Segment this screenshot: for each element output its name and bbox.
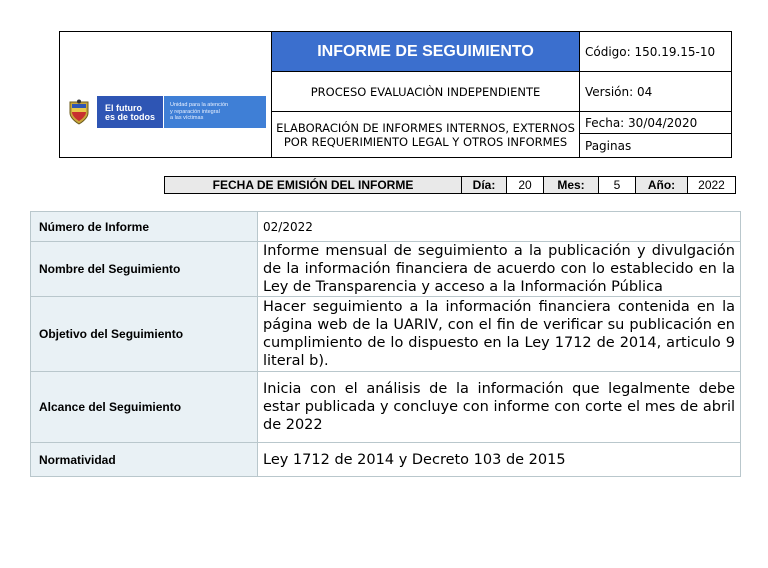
table-row [31,297,741,372]
emission-date-row [164,176,736,194]
report-type: ELABORACIÓN DE INFORMES INTERNOS, EXTERNOS POR REQUERIMIENTO LEGAL Y OTROS INFORMES [272,112,580,158]
logo-unit-name [163,96,266,128]
document-title: INFORME DE SEGUIMIENTO [272,32,580,72]
document-pages: Paginas [580,134,732,158]
table-row [31,212,741,242]
year-label: Año: [636,177,688,194]
tracking-objective-label: Objetivo del Seguimiento [31,297,258,372]
regulations-label: Normatividad [31,443,258,477]
document-date: Fecha: 30/04/2020 [580,112,732,134]
institution-logo [67,96,266,128]
process-name: PROCESO EVALUACIÒN INDEPENDIENTE [272,72,580,112]
table-row [31,443,741,477]
logo-slogan-line2: es de todos [105,112,156,122]
logo-unit-line3: a las víctimas [170,115,204,121]
regulations-value: Ley 1712 de 2014 y Decreto 103 de 2015 [258,443,741,477]
logo-unit-line2: y reparación integral [170,108,220,115]
report-number-value: 02/2022 [258,212,741,242]
emission-date-label: FECHA DE EMISIÓN DEL INFORME [165,177,462,194]
day-value: 20 [507,177,544,194]
report-number-label: Número de Informe [31,212,258,242]
tracking-name-value: Informe mensual de seguimiento a la publicación y divulgación de la información financiera de acuerdo con lo establecido en la Ley de Transparencia y acceso a la Información Pública [258,242,741,297]
report-info-table [30,211,741,477]
colombia-shield-icon [67,98,91,126]
logo-slogan [97,96,163,128]
logo-unit-line1: Unidad para la atención [170,102,229,108]
month-value: 5 [599,177,636,194]
logo-slogan-line1: El futuro [105,103,142,113]
document-code: Código: 150.19.15-10 [580,32,732,72]
year-value: 2022 [688,177,736,194]
table-row [31,372,741,443]
tracking-objective-value: Hacer seguimiento a la información financiera contenida en la página web de la UARIV, con el fin de verificar su publicación en cumplimiento de lo dispuesto en la Ley 1712 de 2014, articulo 9 literal b). [258,297,741,372]
month-label: Mes: [544,177,599,194]
table-row [31,242,741,297]
logo-cell [60,32,272,158]
document-version: Versión: 04 [580,72,732,112]
tracking-scope-value: Inicia con el análisis de la información que legalmente debe estar publicada y concluye con informe con corte el mes de abril de 2022 [258,372,741,443]
document-header [59,31,732,158]
tracking-name-label: Nombre del Seguimiento [31,242,258,297]
day-label: Día: [462,177,507,194]
tracking-scope-label: Alcance del Seguimiento [31,372,258,443]
